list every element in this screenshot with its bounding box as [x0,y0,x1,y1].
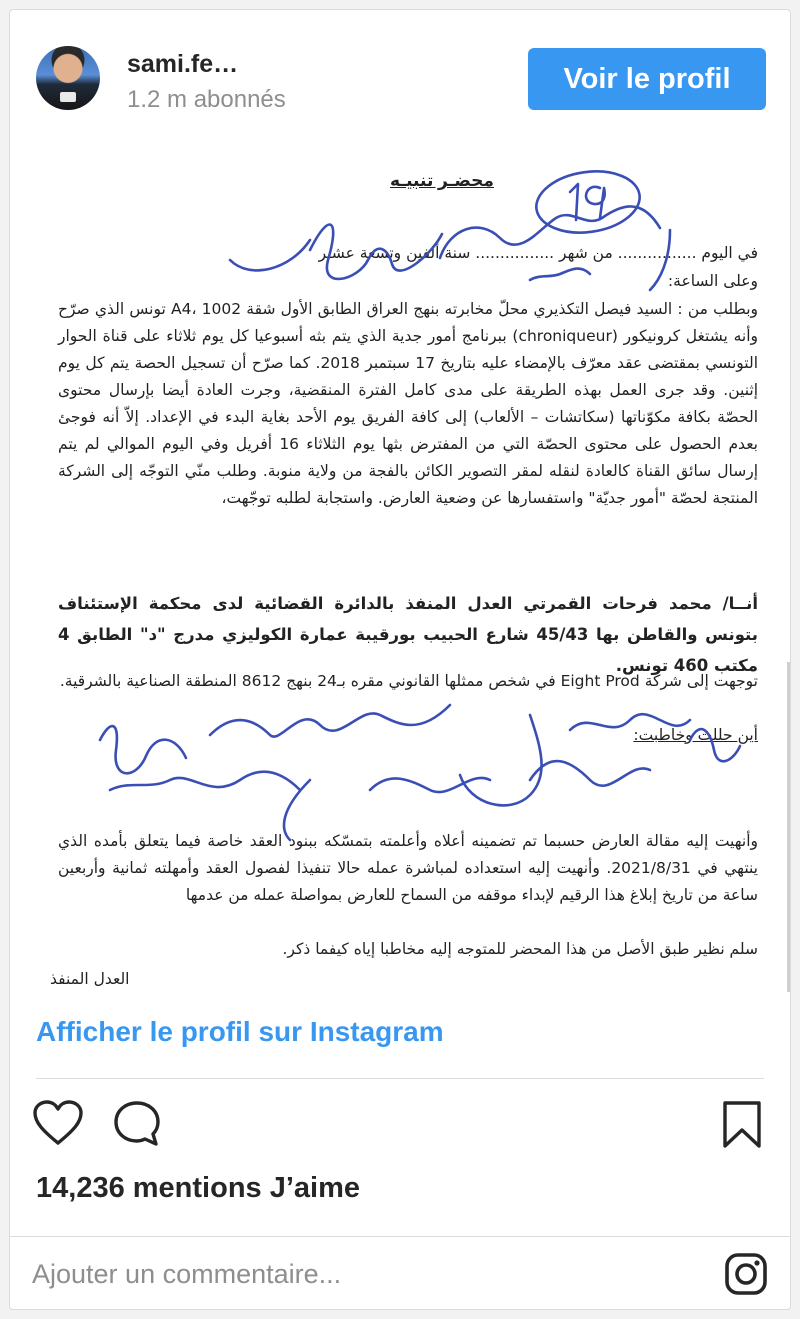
document-signoff: العدل المنفذ [50,970,130,988]
document-where-line: أين حللت وخاطبت: [633,726,758,744]
avatar[interactable] [36,46,100,110]
heart-icon[interactable] [32,1100,84,1151]
divider [36,1078,764,1079]
follower-count: 1.2 m abonnés [127,86,286,113]
bookmark-icon[interactable] [722,1100,762,1155]
comment-input[interactable] [32,1250,692,1298]
document-title: محضـر تنبيـه [390,171,494,190]
like-count: 14,236 mentions J’aime [36,1172,360,1204]
document-paragraph-1: وبطلب من : السيد فيصل التكذيري محلّ مخابرته بنهج العراق الطابق الأول شقة A4، 1002 تونس الذي صرّح وأنه يشتغل كرونيكور (chroniqueur) ببرنامج أمور جدية الذي يتم بثه أسبوعيا كل يوم ثلاثاء على قناة الحوار التونسي بمقتضى عقد معرّف بالإمضاء عليه بتاريخ 17 سبتمبر 2018. كما صرّح أن تسجيل الحصة يتم كل يوم إثنين. وقد جرى العمل بهذه الطريقة على مدى كامل الفترة المنقضية، وجرت العادة أيضا بإرسال محتوى الحصّة بكافة مكوّناتها (سكاتشات – الألعاب) إلى كافة الفريق يوم الأحد بغاية البدء في الإعداد. إلاّ أنه فوجئ بعدم الحصول على محتوى الحصّة التي من المفترض بثها يوم الثلاثاء 16 أفريل وفي اليوم الموالي لم يتم إرسال سائق القناة كالعادة لنقله لمقر التصوير الكائن بالفجة من ولاية منوبة. وطلب منّي التوجّه إلى الشركة المنتجة لحصّة "أمور جديّة" واستفسارها عن وضعية العارض. واستجابة لطلبه توجّهت، [58,300,758,507]
document-time-line: وعلى الساعة: [667,272,758,290]
view-profile-button[interactable]: Voir le profil [528,48,766,110]
document-copy-line: سلم نظير طبق الأصل من هذا المحضر للمتوجه إليه مخاطبا إياه كيفما ذكر. [282,940,758,958]
comment-icon[interactable] [112,1100,162,1153]
document-bailiff-statement: أنــا/ محمد فرحات القمرتي العدل المنفذ بالدائرة القضائية لدى محكمة الإستئناف بتونس والقاطن بها 45/43 شارع الحبيب بورقيبة عمارة الكوليزي مدرج "د" الطابق 4 مكتب 460 تونس. [58,594,758,675]
instagram-embed-card [9,9,791,1310]
document-date-line: في اليوم ................ من شهر ................ سنة ألفين وتسعة عشـر [318,244,758,262]
username[interactable]: sami.fe… [127,50,239,78]
divider [10,1236,790,1237]
post-image-document[interactable] [10,140,790,1000]
document-paragraph-2: توجهت إلى شركة Eight Prod في شخص ممثلها القانوني مقره بـ24 بنهج 8612 المنطقة الصناعية بالشرقية. [59,672,758,690]
instagram-logo-icon[interactable] [724,1252,768,1301]
post-header [10,10,790,140]
document-paragraph-3: وأنهيت إليه مقالة العارض حسبما تم تضمينه أعلاه وأعلمته بتمسّكه ببنود العقد خاصة فيما يتعلق بأمده الذي ينتهي في 2021/8/31. وأنهيت إليه استعداده لمباشرة عمله حالا تنفيذا لفصول العقد وأمهلته ثمانية وأربعين ساعة من تاريخ إبلاغ هذا الرقيم لإبداء موقفه من السماح للعارض بمواصلة عمله من عدمها [58,832,758,904]
view-on-instagram-link[interactable]: Afficher le profil sur Instagram [36,1016,444,1047]
